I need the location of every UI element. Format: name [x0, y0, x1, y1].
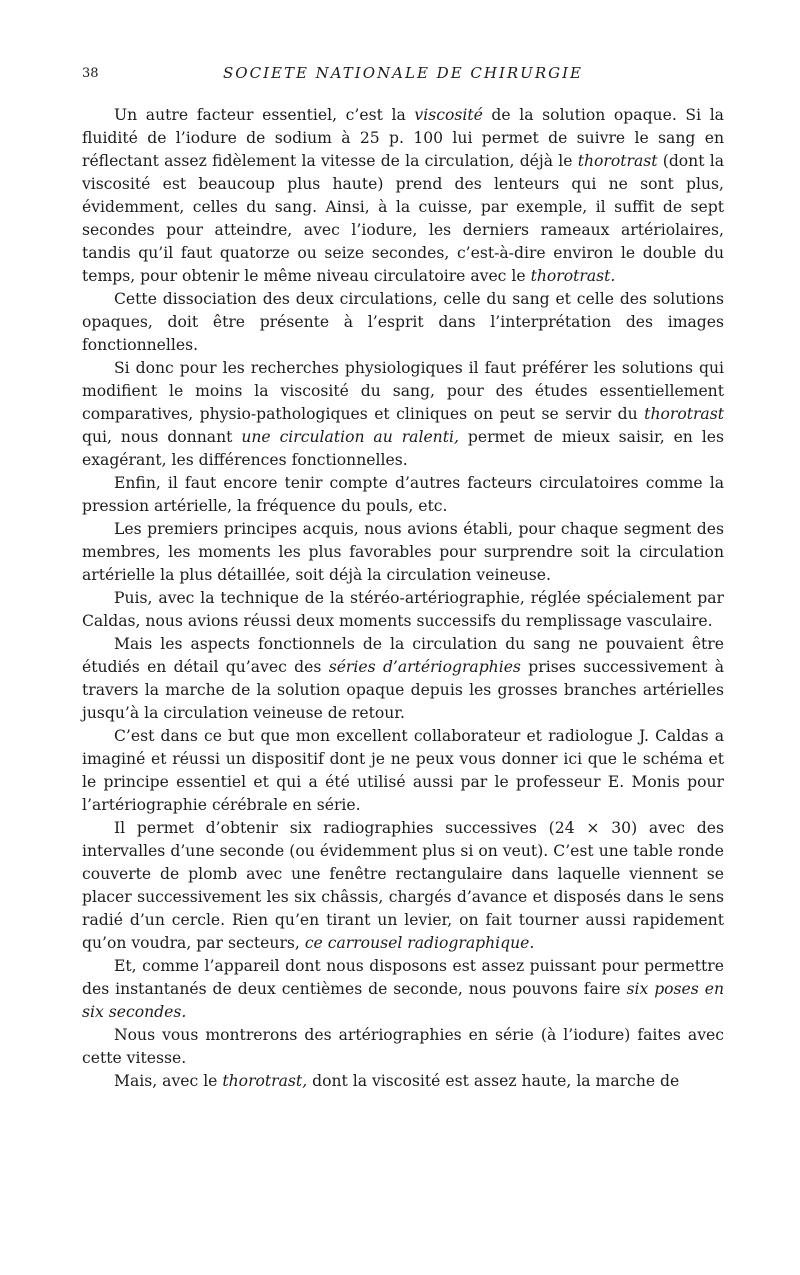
text-segment: Si donc pour les recherches physiologiques il faut préférer les solutions qui modifient le moins la viscosité du sang, pour des études essentiellement comparatives, physio-pathologiques et cliniques on peut se servir du — [82, 359, 724, 423]
text-segment: Nous vous montrerons des artériographies en série (à l’iodure) faites avec cette vitesse. — [82, 1026, 724, 1067]
italic-text: thorotrast — [644, 405, 724, 423]
italic-text: thorotrast, — [222, 1072, 308, 1090]
running-head: SOCIETE NATIONALE DE CHIRURGIE — [223, 64, 583, 82]
page-number: 38 — [82, 65, 99, 81]
text-segment: Cette dissociation des deux circulations, celle du sang et celle des solutions opaques, doit être présente à l’esprit dans l’interprétation des images fonctionnelles. — [82, 290, 724, 354]
paragraph — [82, 1070, 724, 1093]
italic-text: séries d’artériographies — [328, 658, 521, 676]
text-segment: dont la viscosité est assez haute, la marche de — [307, 1072, 680, 1090]
paragraph — [82, 633, 724, 725]
paragraph — [82, 725, 724, 817]
text-segment: de la solution opaque. Si la fluidité de l’iodure de sodium à 25 p. 100 lui permet de suivre le sang en réflectant assez fidèlement la vitesse de la circulation, déjà le — [82, 106, 724, 170]
paragraph — [82, 518, 724, 587]
italic-text: une circulation au ralenti, — [241, 428, 459, 446]
text-segment: prises successivement à travers la marche de la solution opaque depuis les grosses branches artérielles jusqu’à la circulation veineuse de retour. — [82, 658, 724, 722]
text-segment: Puis, avec la technique de la stéréo-artériographie, réglée spécialement par Caldas, nous avions réussi deux moments successifs du remplissage vasculaire. — [82, 589, 724, 630]
text-segment: (dont la viscosité est beaucoup plus haute) prend des lenteurs qui ne sont plus, évidemment, celles du sang. Ainsi, à la cuisse, par exemple, il suffit de sept secondes pour atteindre, avec l’iodure, les derniers rameaux artériolaires, tandis qu’il faut quatorze ou seize secondes, c’est-à-dire environ le double du temps, pour obtenir le même niveau circulatoire avec le — [82, 152, 724, 285]
text-segment: Il permet d’obtenir six radiographies successives (24 × 30) avec des intervalles d’une seconde (ou évidemment plus si on veut). C’est une table ronde couverte de plomb avec une fenêtre rectangulaire dans laquelle viennent se placer successivement les six châssis, chargés d’avance et disposés dans le sens radié d’un cercle. Rien qu’en tirant un levier, on fait tourner aussi rapidement qu’on voudra, par secteurs, — [82, 819, 724, 952]
text-segment: Enfin, il faut encore tenir compte d’autres facteurs circulatoires comme la pression artérielle, la fréquence du pouls, etc. — [82, 474, 724, 515]
text-segment: Les premiers principes acquis, nous avions établi, pour chaque segment des membres, les moments les plus favorables pour surprendre soit la circulation artérielle la plus détaillée, soit déjà la circulation veineuse. — [82, 520, 724, 584]
text-segment: qui, nous donnant — [82, 428, 242, 446]
text-segment: Mais, avec le — [114, 1072, 223, 1090]
italic-text: six poses en six secondes. — [82, 980, 724, 1021]
text-segment: C’est dans ce but que mon excellent collaborateur et radiologue J. Caldas a imaginé et réussi un dispositif dont je ne peux vous donner ici que le schéma et le principe essentiel et qui a été utilisé aussi par le professeur E. Monis pour l’artériographie cérébrale en série. — [82, 727, 724, 814]
paragraph — [82, 955, 724, 1024]
text-segment: Un autre facteur essentiel, c’est la — [114, 106, 415, 124]
paragraph — [82, 472, 724, 518]
italic-text: thorotrast. — [530, 267, 616, 285]
italic-text: ce carrousel radiographique. — [304, 934, 535, 952]
paragraph — [82, 104, 724, 288]
text-segment: permet de mieux saisir, en les exagérant, les différences fonctionnelles. — [82, 428, 725, 469]
italic-text: viscosité — [414, 106, 483, 124]
paragraph — [82, 587, 724, 633]
paragraph — [82, 288, 724, 357]
paragraph — [82, 357, 724, 472]
page-header — [82, 60, 724, 86]
text-segment: Mais les aspects fonctionnels de la circulation du sang ne pouvaient être étudiés en détail qu’avec des — [82, 635, 724, 676]
paragraph — [82, 1024, 724, 1070]
text-segment: Et, comme l’appareil dont nous disposons est assez puissant pour permettre des instantanés de deux centièmes de seconde, nous pouvons faire — [82, 957, 724, 998]
paragraph — [82, 817, 724, 955]
italic-text: thorotrast — [577, 152, 658, 170]
body-text — [82, 104, 724, 1093]
